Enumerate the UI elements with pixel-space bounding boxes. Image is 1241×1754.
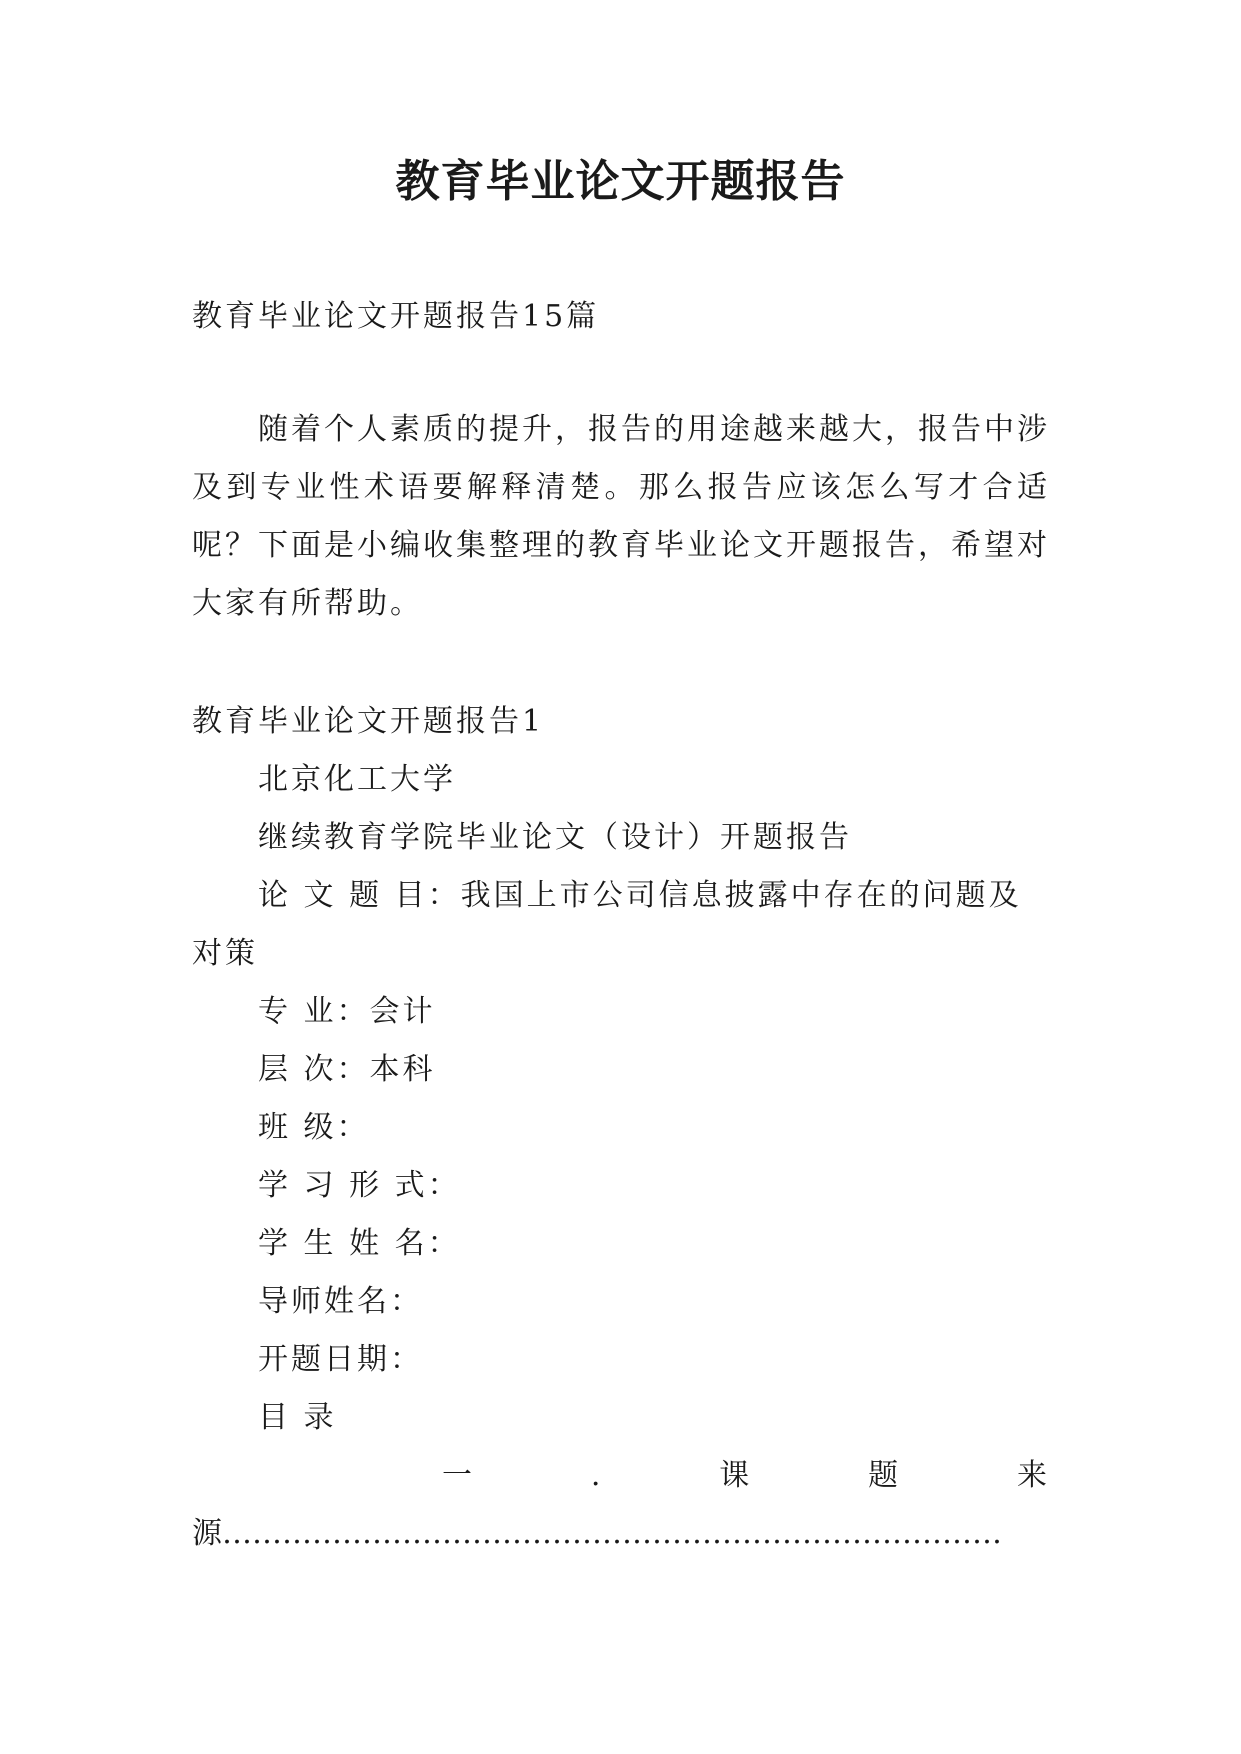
student-name-field: 学 生 姓 名： [258,1226,461,1261]
toc-item-part: 一 [442,1458,475,1493]
document-subtitle: 教育毕业论文开题报告15篇 [192,299,600,334]
class-field: 班 级： [258,1110,370,1145]
level-field: 层 次：本科 [258,1052,436,1087]
study-form-field: 学 习 形 式： [258,1168,461,1203]
thesis-topic: 论 文 题 目：我国上市公司信息披露中存在的问题及对策 [192,878,1022,971]
start-date-field: 开题日期： [258,1342,423,1377]
university-name: 北京化工大学 [258,762,456,797]
toc-heading: 目 录 [258,1400,337,1435]
section-heading: 教育毕业论文开题报告1 [192,704,545,739]
intro-paragraph: 随着个人素质的提升，报告的用途越来越大，报告中涉及到专业性术语要解释清楚。那么报告应该怎么写才合适呢？下面是小编收集整理的教育毕业论文开题报告，希望对大家有所帮助。 [192,412,1050,621]
major-field: 专 业：会计 [258,994,436,1029]
document-title: 教育毕业论文开题报告 [395,156,846,207]
report-section [192,693,1050,1563]
advisor-name-field: 导师姓名： [258,1284,423,1319]
toc-item-part: 题 [868,1458,902,1493]
college-report-title: 继续教育学院毕业论文（设计）开题报告 [258,820,852,855]
toc-item-part: 课 [719,1458,753,1493]
toc-item-part: 来 [1016,1458,1050,1493]
toc-item-part: . [590,1458,604,1493]
toc-item-row [192,1447,1050,1505]
toc-item-tail: 源…………………………………………………………………… [192,1516,1002,1551]
